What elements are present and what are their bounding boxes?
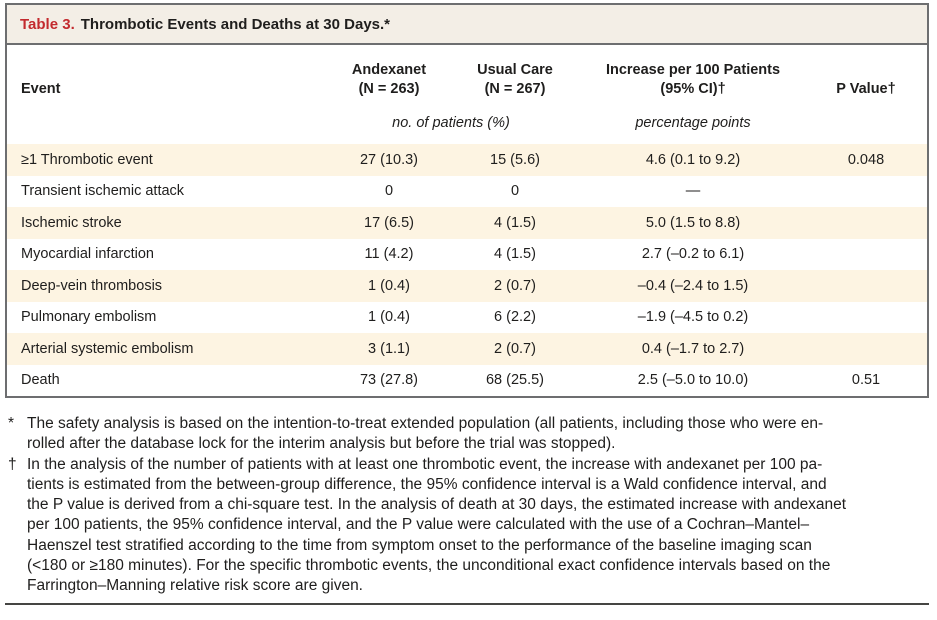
table-number-label: Table 3. bbox=[20, 16, 75, 33]
table-container bbox=[5, 3, 929, 398]
p-value-cell: 0.51 bbox=[851, 372, 881, 389]
table-row bbox=[7, 365, 927, 397]
table-row bbox=[7, 270, 927, 302]
andexanet-cell: 1 (0.4) bbox=[368, 309, 410, 326]
asterisk-marker: * bbox=[8, 415, 15, 432]
andexanet-cell: 73 (27.8) bbox=[359, 372, 419, 389]
footnote-dagger bbox=[8, 455, 932, 597]
table-row bbox=[7, 239, 927, 271]
column-header-line: Increase per 100 Patients bbox=[605, 62, 781, 78]
footnote-line: rolled after the database lock for the interim analysis but before the trial was stopped). bbox=[27, 435, 616, 453]
table-title-bar bbox=[7, 5, 927, 45]
event-cell: Ischemic stroke bbox=[21, 214, 122, 231]
p-value-cell bbox=[809, 302, 927, 334]
footnotes bbox=[8, 414, 932, 597]
header-row bbox=[7, 45, 927, 101]
p-value-cell bbox=[809, 207, 927, 239]
event-cell: Deep-vein thrombosis bbox=[21, 277, 163, 294]
units-percentage-points: percentage points bbox=[635, 115, 751, 131]
usual-care-cell: 4 (1.5) bbox=[494, 246, 536, 263]
andexanet-cell: 0 bbox=[384, 183, 394, 200]
event-cell: Myocardial infarction bbox=[21, 246, 154, 263]
increase-cell: 0.4 (–1.7 to 2.7) bbox=[641, 340, 745, 357]
footnote-line: Farrington–Manning relative risk score are given. bbox=[27, 577, 363, 595]
increase-cell: –1.9 (–4.5 to 0.2) bbox=[637, 309, 749, 326]
footnote-line bbox=[8, 455, 932, 475]
column-header-andexanet bbox=[325, 45, 453, 101]
p-value-cell: 0.048 bbox=[847, 151, 885, 168]
column-header-line: (N = 267) bbox=[484, 81, 546, 97]
bottom-rule bbox=[5, 603, 929, 605]
increase-cell: 2.5 (–5.0 to 10.0) bbox=[637, 372, 749, 389]
p-value-cell bbox=[809, 270, 927, 302]
increase-cell: — bbox=[685, 183, 701, 200]
andexanet-cell: 1 (0.4) bbox=[368, 277, 410, 294]
increase-cell: 5.0 (1.5 to 8.8) bbox=[645, 214, 741, 231]
column-header-line: (N = 263) bbox=[358, 81, 420, 97]
table-title-text: Thrombotic Events and Deaths at 30 Days.* bbox=[80, 16, 391, 33]
column-header-event: Event bbox=[21, 81, 61, 97]
andexanet-cell: 17 (6.5) bbox=[364, 214, 414, 231]
footnote-line: tients is estimated from the between-group difference, the 95% confidence interval is a Wald confidence interval, and bbox=[27, 475, 827, 493]
units-row bbox=[7, 101, 927, 144]
usual-care-cell: 4 (1.5) bbox=[494, 214, 536, 231]
event-cell: Pulmonary embolism bbox=[21, 309, 157, 326]
event-cell: ≥1 Thrombotic event bbox=[21, 151, 153, 168]
event-cell: Transient ischemic attack bbox=[21, 183, 185, 200]
increase-cell: 2.7 (–0.2 to 6.1) bbox=[641, 246, 745, 263]
p-value-cell bbox=[809, 239, 927, 271]
footnote-line bbox=[8, 414, 932, 434]
column-header-p-value: P Value† bbox=[836, 81, 896, 97]
usual-care-cell: 2 (0.7) bbox=[494, 340, 536, 357]
usual-care-cell: 2 (0.7) bbox=[494, 277, 536, 294]
andexanet-cell: 11 (4.2) bbox=[364, 246, 414, 263]
event-cell: Arterial systemic embolism bbox=[21, 340, 194, 357]
dagger-marker: † bbox=[8, 455, 17, 473]
table-row bbox=[7, 207, 927, 239]
p-value-cell bbox=[809, 176, 927, 208]
units-patients: no. of patients (%) bbox=[392, 115, 510, 131]
column-header-line: Andexanet bbox=[351, 62, 427, 78]
usual-care-cell: 0 bbox=[510, 183, 520, 200]
column-header-usual-care bbox=[453, 45, 577, 101]
units-spacer bbox=[7, 101, 325, 144]
usual-care-cell: 6 (2.2) bbox=[494, 309, 536, 326]
column-header-line: (95% CI)† bbox=[660, 81, 726, 97]
footnote-text: The safety analysis is based on the intention-to-treat extended population (all patients, including those who were en- bbox=[27, 415, 824, 432]
footnote-line: the P value is derived from a chi-square test. In the analysis of death at 30 days, the estimated increase with andexanet bbox=[27, 496, 847, 514]
increase-cell: –0.4 (–2.4 to 1.5) bbox=[637, 277, 749, 294]
table-row bbox=[7, 302, 927, 334]
column-header-line: Usual Care bbox=[477, 62, 553, 78]
column-header-increase bbox=[577, 45, 809, 101]
events-table bbox=[7, 45, 927, 396]
footnote-text: In the analysis of the number of patients with at least one thrombotic event, the increase with andexanet per 100 pa- bbox=[27, 455, 823, 473]
table-row bbox=[7, 333, 927, 365]
footnote-line: (<180 or ≥180 minutes). For the specific thrombotic events, the unconditional exact confidence intervals based on the bbox=[27, 557, 831, 575]
usual-care-cell: 68 (25.5) bbox=[485, 372, 545, 389]
andexanet-cell: 27 (10.3) bbox=[359, 151, 419, 168]
footnote-asterisk bbox=[8, 414, 932, 455]
table-row bbox=[7, 144, 927, 176]
increase-cell: 4.6 (0.1 to 9.2) bbox=[645, 151, 741, 168]
units-spacer bbox=[809, 101, 927, 144]
footnote-line: Haenszel test stratified according to the time from symptom onset to the performance of the baseline imaging scan bbox=[27, 536, 812, 554]
usual-care-cell: 15 (5.6) bbox=[490, 151, 540, 168]
p-value-cell bbox=[809, 333, 927, 365]
event-cell: Death bbox=[21, 372, 60, 389]
footnote-line: per 100 patients, the 95% confidence interval, and the P value were calculated with the use of a Cochran–Mantel– bbox=[27, 516, 810, 534]
table-row bbox=[7, 176, 927, 208]
andexanet-cell: 3 (1.1) bbox=[368, 340, 410, 357]
